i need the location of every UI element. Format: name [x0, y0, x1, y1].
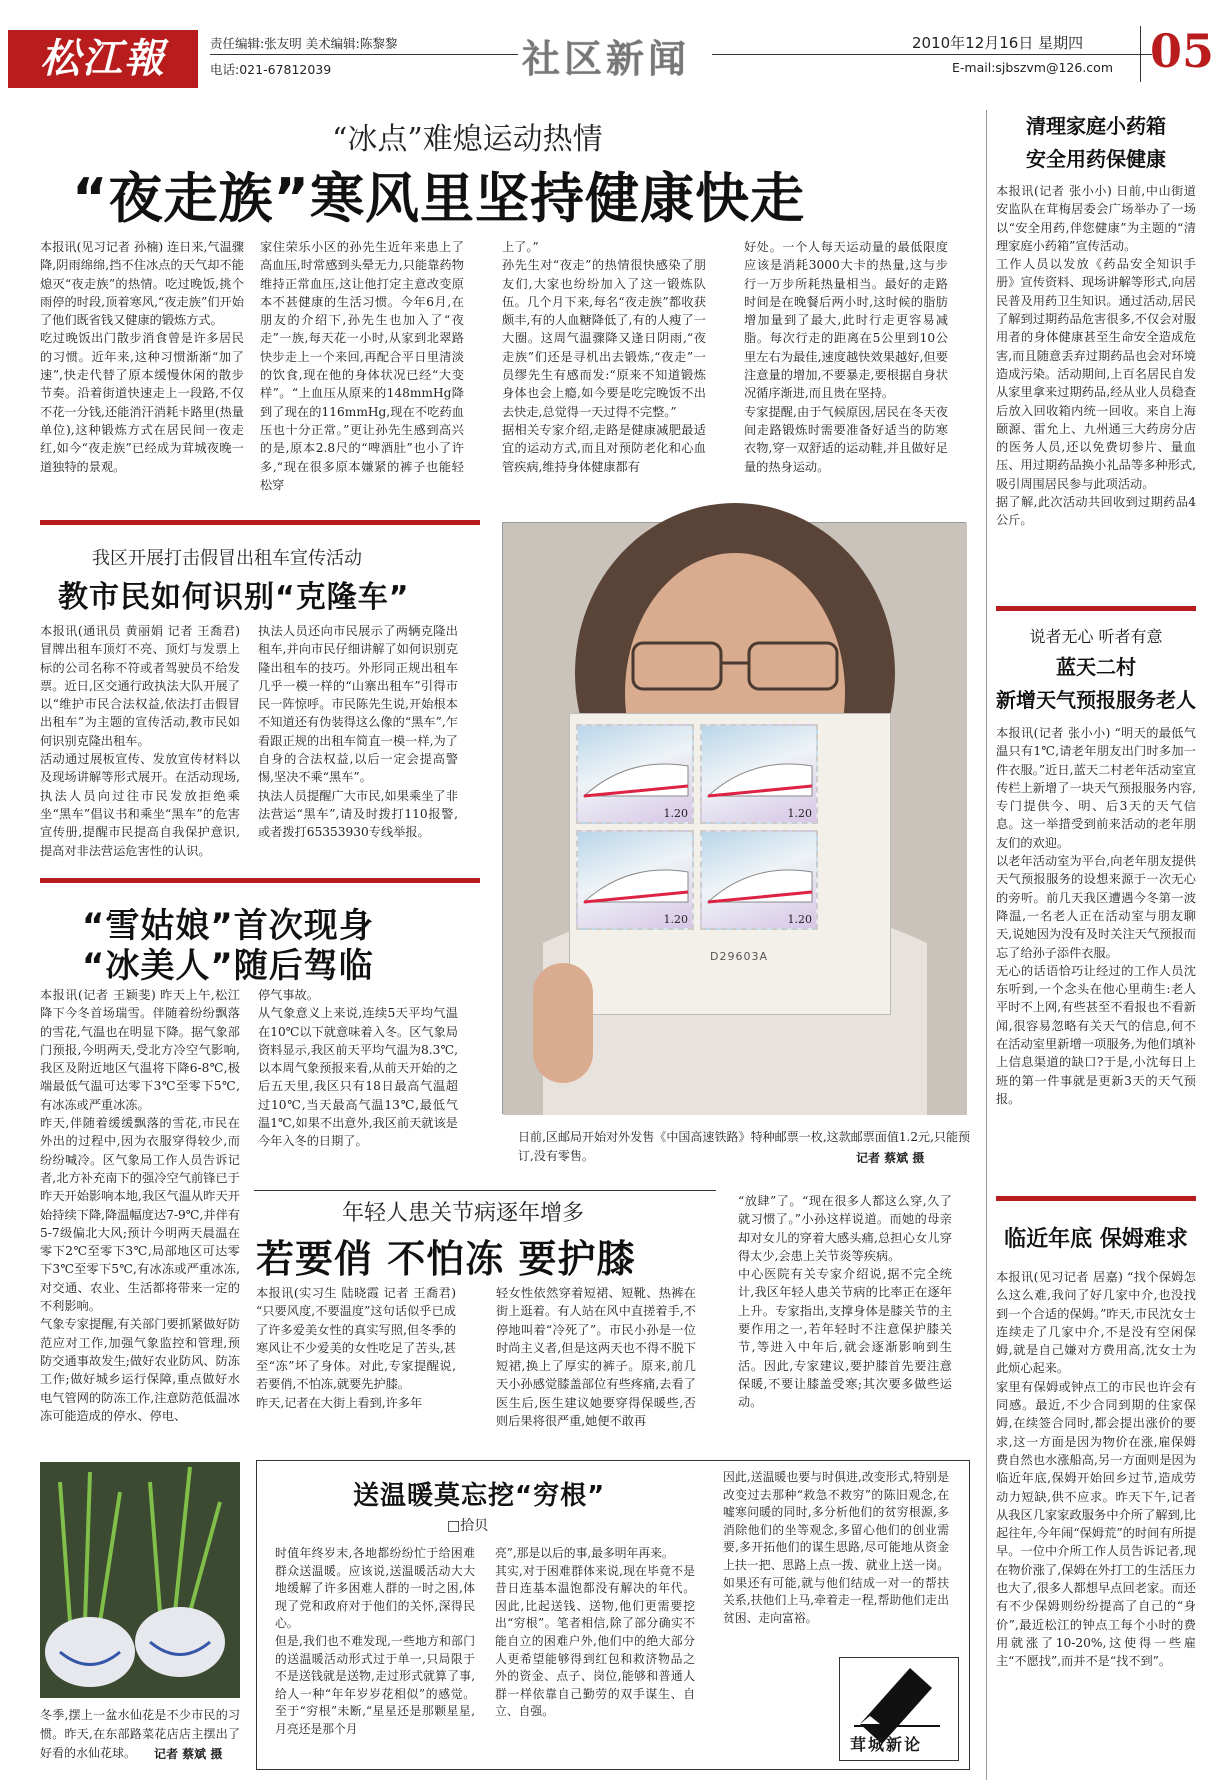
stamp-credit: 记者 蔡斌 摄: [850, 1149, 924, 1166]
stamp-value: 1.20: [663, 807, 688, 820]
editor-credits: 责任编辑:张友明 美术编辑:陈黎黎: [210, 36, 398, 51]
email-address: E-mail:sjbszvm@126.com: [952, 60, 1113, 75]
newspaper-logo: 松江報: [8, 30, 198, 88]
side3-headline: 临近年底 保姆难求: [1004, 1227, 1188, 1252]
knee-kicker: 年轻人患关节病逐年增多: [342, 1201, 585, 1226]
stamp-serial: D29603A: [710, 950, 768, 963]
column-logo-box: [839, 1657, 959, 1761]
column-name: 茸城新论: [850, 1735, 923, 1754]
issue-date: 2010年12月16日 星期四: [912, 34, 1084, 52]
stamp-value: 1.20: [663, 913, 688, 926]
warm-col-2: 亮”,那是以后的事,最多明年再来。 其实,对于困难群体来说,现在毕竟不是昔日连基本温饱都没有解决的年代。因此,比起送钱、送物,他们更需要挖出“穷根”。笔者相信,除了部分确实不能自立的困难户外,他们中的绝大部分人更希望能够得到红包和救济物品之外的资金、点子、岗位,能够和普通人群一样依靠自己勤劳的双手谋生、自立、自强。: [495, 1546, 695, 1719]
stamp: [700, 724, 818, 824]
stamp-value: 1.20: [787, 807, 812, 820]
lead-kicker: “冰点”难熄运动热情: [332, 122, 603, 157]
taxi-col-2: 执法人员还向市民展示了两辆克隆出租车,并向市民仔细讲解了如何识别克隆出租车的技巧。外形同正规出租车几乎一模一样的“山寨出租车”引得市民一阵惊呼。市民陈先生说,开始根本不知道还有伪装得这么像的“黑车”,乍看跟正规的出租车简直一模一样,为了自身的合法权益,以后一定会提高警惕,坚决不乘“黑车”。 执法人员提醒广大市民,如果乘坐了非法营运“黑车”,请及时拨打110报警,或者拨打65353930专线举报。: [258, 624, 458, 840]
side2-kicker: 说者无心 听者有意: [1029, 627, 1163, 646]
stamp-sheet: [569, 713, 891, 1015]
lead-headline: “夜走族”寒风里坚持健康快走: [72, 167, 805, 230]
lead-col-3: 上了。” 孙先生对“夜走”的热情很快感染了朋友们,大家也纷纷加入了这一锻炼队伍。几个月下来,每名“夜走族”都收获颇丰,有的人血糖降低了,有的人瘦了一大圈。这周气温骤降又逢日阴雨,“夜走族”们还是寻机出去锻炼,“夜走”一员缪先生有感而发:“原来不知道锻炼身体也会上瘾,如今要是吃完晚饭不出去快走,总觉得一天过得不完整。” 据相关专家介绍,走路是健康减肥最适宜的运动方式,而且对预防老化和心血管疾病,维持身体健康都有: [502, 240, 706, 474]
warm-author: □拾贝: [447, 1518, 489, 1534]
warm-article: [256, 1460, 970, 1770]
knee-headline: 若要俏 不怕冻 要护膝: [256, 1237, 636, 1281]
stamp: [576, 724, 694, 824]
warm-headline: 送温暖莫忘挖“穷根”: [353, 1481, 606, 1511]
narcissus-photo: [40, 1462, 240, 1698]
lead-col-1: 本报讯(见习记者 孙楠) 连日来,气温骤降,阴雨绵绵,挡不住冰点的天气却不能熄灭“夜走族”的热情。吃过晚饭,挑个雨停的时段,顶着寒风,“夜走族”们开始了他们既省钱又健康的锻炼方式。 吃过晚饭出门散步消食曾是许多居民的习惯。近年来,这种习惯渐渐“加了速”,快走代替了原本缓慢休闲的散步节奏。沿着街道快速走上一段路,不仅不花一分钱,还能消汗消耗卡路里(热量单位),这种锻炼方式在居民间一夜走红,如今“夜走族”已经成为茸城夜晚一道独特的景观。: [40, 240, 244, 474]
stamp: [700, 830, 818, 930]
taxi-kicker: 我区开展打击假冒出租车宣传活动: [92, 548, 362, 569]
stamp-photo: [502, 522, 966, 1114]
taxi-headline: 教市民如何识别“克隆车”: [58, 580, 410, 615]
side2-headline-2: 新增天气预报服务老人: [996, 688, 1196, 712]
stamp: [576, 830, 694, 930]
taxi-article: [40, 530, 480, 870]
sidebar-nanny: [996, 1206, 1196, 1780]
knee-article: [254, 1192, 970, 1462]
sidebar-weather: [996, 616, 1196, 1188]
thumb: [533, 963, 593, 1083]
side1-headline-1: 清理家庭小药箱: [1026, 114, 1166, 138]
lead-col-4: 好处。一个人每天运动量的最低限度应该是消耗3000大卡的热量,这与步行一万步所耗热量相当。最好的走路时间是在晚餐后两小时,这时候的脂肪增加量到了最大,此时行走更容易减脂。每次行走的距离在5公里到10公里左右为最佳,速度越快效果越好,但要注意量的增加,不要暴走,要根据自身状况循序渐进,而且贵在坚持。 专家提醒,由于气候原因,居民在冬天夜间走路锻炼时需要准备好适当的防寒衣物,穿一双舒适的运动鞋,并且做好足量的热身运动。: [744, 240, 948, 474]
section-title: 社区新闻: [522, 37, 691, 81]
narcissus-credit: 记者 蔡斌 摄: [150, 1745, 222, 1762]
knee-col-1: 本报讯(实习生 陆晓霞 记者 王喬君) “只要风度,不要温度”这句话似乎已成了许多爱美女性的真实写照,但冬季的寒风让不少爱美的女性吃足了苦头,甚至“冻”坏了身体。对此,专家提醒说,若要俏,不怕冻,就要先护膝。 昨天,记者在大街上看到,许多年: [256, 1286, 456, 1410]
taxi-col-1: 本报讯(通讯员 黄丽娟 记者 王喬君) 冒牌出租车顶灯不亮、顶灯与发票上标的公司名称不符或者驾驶员不给发票。近日,区交通行政执法大队开展了以“维护市民合法权益,依法打击假冒出租车”为主题的宣传活动,教市民如何识别克隆出租车。 活动通过展板宣传、发放宣传材料以及现场讲解等形式展开。在活动现场,执法人员向过往市民发放拒绝乘坐“黑车”倡议书和乘坐“黑车”的危害宣传册,提醒市民提高自我保护意识,提高对非法营运危害性的认识。: [40, 624, 240, 858]
narcissus-caption: 冬季,摆上一盆水仙花是不少市民的习惯。昨天,在东部路菜花店店主摆出了好看的水仙花球。: [40, 1708, 240, 1760]
side3-body: 本报讯(见习记者 居嘉) “找个保姆怎么这么难,我问了好几家中介,也没找到一个合适的保姆。”昨天,市民沈女士连续走了几家中介,不是没有空闲保姆,就是自己嫌对方费用高,沈女士为此烦心起来。 家里有保姆或钟点工的市民也许会有同感。最近,不少合同到期的住家保姆,在续签合同时,都会提出涨价的要求,这一方面是因为物价在涨,雇保姆费自然也水涨船高,另一方面则是因为临近年底,保姆开始回乡过节,造成劳动力短缺,供不应求。昨天下午,记者从我区几家家政服务中介所了解到,比起往年,今年闹“保姆荒”的时间有所提早。一位中介所工作人员告诉记者,现在物价涨了,保姆在外打工的生活压力也大了,很多人都想早点回老家。而还有不少保姆则纷纷提高了自己的“身价”,最近松江的钟点工每个小时的费用就涨了10-20%,这使得一些雇主“不愿找”,而并不是“找不到”。: [996, 1270, 1196, 1669]
lead-col-2: 家住荣乐小区的孙先生近年来患上了高血压,时常感到头晕无力,只能靠药物维持正常血压,这让他打定主意改变原本不甚健康的生活习惯。今年6月,在朋友的介绍下,孙先生也加入了“夜走”一族,每天花一小时,从家到北翠路快步走上一个来回,再配合平日里清淡的饮食,现在他的身体状况已经“大变样”。“上血压从原来的148mmHg降到了现在的116mmHg,现在不吃药血压也十分正常。”更让孙先生感到高兴的是,原本2.8尺的“啤酒肚”也小了许多,“现在很多原本嫌紧的裤子也能轻松穿: [260, 240, 464, 492]
stamp-caption: 日前,区邮局开始对外发售《中国高速铁路》特种邮票一枚,这款邮票面值1.2元,只能预订,没有零售。: [518, 1130, 970, 1163]
snow-col-2: 停气事故。 从气象意义上来说,连续5天平均气温在10℃以下就意味着入冬。区气象局资料显示,我区前天平均气温为8.3℃,以本周气象预报来看,从前天开始的之后五天里,我区只有18日最高气温超过10℃,当天最高气温13℃,最低气温1℃,如果不出意外,我区前天就该是今年入冬的日期了。: [258, 988, 458, 1149]
side1-headline-2: 安全用药保健康: [1026, 147, 1166, 171]
side1-body: 本报讯(记者 张小小) 日前,中山街道安监队在茸梅居委会广场举办了一场以“安全用药,伴您健康”为主题的“清理家庭小药箱”宣传活动。 工作人员以发放《药品安全知识手册》宣传资料、现场讲解等形式,向居民普及用药卫生知识。通过活动,居民了解到过期药品危害很多,不仅会对服用者的身体健康甚至生命安全造成危害,而且随意丢弃过期药品也会对环境造成污染。活动期间,上百名居民自发从家里拿来过期药品,经从业人员稳查后放入回收箱内统一回收。来自上海颐源、雷允上、九州通三大药房分店的医务人员,还以免费切参片、量血压、用过期药品换小礼品等多种形式,吸引周围居民参与此项活动。 据了解,此次活动共回收到过期药品4公斤。: [996, 184, 1196, 528]
sidebar-medicine: [996, 108, 1196, 598]
pen-icon: [840, 1658, 960, 1728]
lead-article: [32, 108, 972, 508]
side2-body: 本报讯(记者 张小小) “明天的最低气温只有1℃,请老年朋友出门时多加一件衣服。”近日,蓝天二村老年活动室宣传栏上新增了一块天气预报服务内容,专门提供今、明、后3天的天气信息。这一举措受到前来活动的老年朋友们的欢迎。 以老年活动室为平台,向老年朋友提供天气预报服务的设想来源于一次无心的旁听。前几天我区遭遇今冬第一波降温,一名老人正在活动室与朋友聊天,说她因为没有及时关注天气预报而忘了给孙子添件衣服。 无心的话语恰巧让经过的工作人员沈东听到,一个念头在他心里萌生:老人平时不上网,有些甚至不看报也不看新闻,很容易忽略有关天气的信息,何不在活动室里新增一项服务,为他们填补上信息渠道的缺口?于是,小沈每日上班的第一件事就是更新3天的天气预报。: [996, 726, 1196, 1106]
side2-headline-1: 蓝天二村: [1056, 655, 1136, 679]
narcissus-bowls: [40, 1462, 240, 1698]
stamp-value: 1.20: [787, 913, 812, 926]
snow-col-1: 本报讯(记者 王颖斐) 昨天上午,松江降下今冬首场瑞雪。伴随着纷纷飘落的雪花,气温也在明显下降。据气象部门预报,今明两天,受北方冷空气影响,我区及附近地区气温将下降6-8℃,极端最低气温可达零下3℃至零下5℃,有冰冻或严重冰冻。 昨天,伴随着缓缓飘落的雪花,市民在外出的过程中,因为衣服穿得较少,而纷纷喊冷。区气象局工作人员告诉记者,北方补充南下的强冷空气前锋已于昨天开始影响本地,我区气温从昨天开始持续下降,降温幅度达7-9℃,并伴有5-7级偏北大风;预计今明两天晨温在零下2℃至零下3℃,局部地区可达零下3℃至零下5℃,有冰冻或严重冰冻,对交通、农业、生活都将带来一定的不利影响。 气象专家提醒,有关部门要抓紧做好防范应对工作,加强气象监控和管理,预防交通事故发生;做好农业防风、防冻工作;做好城乡运行保障,重点做好水电气管网的防冻工作,注意防范低温冰冻可能造成的停水、停电、: [40, 988, 240, 1423]
warm-col-1: 时值年终岁末,各地都纷纷忙于给困难群众送温暖。应该说,送温暖活动大大地缓解了许多困难人群的一时之困,体现了党和政府对于他们的关怀,深得民心。 但是,我们也不难发现,一些地方和部门的送温暖活动形式过于单一,只局限于不是送钱就是送物,走过形式就算了事,给人一种“年年岁岁花相似”的感觉。至于“穷根”未断,“星星还是那颗星星,月亮还是那个月: [275, 1546, 475, 1736]
knee-col-2: 轻女性依然穿着短裙、短靴、热裤在街上逛着。有人站在风中直搓着手,不停地叫着“冷死了”。市民小孙是一位时尚主义者,但是这两天也不得不脱下短裙,换上了厚实的裤子。原来,前几天小孙感觉膝盖部位有些疼痛,去看了医生后,医生建议她要穿得保暖些,否则后果将很严重,她便不敢再: [496, 1286, 696, 1429]
page-number: 05: [1150, 24, 1215, 78]
phone-number: 电话:021-67812039: [210, 62, 332, 77]
warm-col-3: 因此,送温暖也要与时俱进,改变形式,特别是改变过去那种“救急不救穷”的陈旧观念,在嘘寒问暖的同时,多分析他们的贫穷根源,多消除他们的坐等观念,多留心他们的创业需要,多开拓他们的谋生思路,尽可能地从资金上扶一把、思路上点一拨、就业上送一岗。如果还有可能,就与他们结成一对一的帮扶关系,扶他们上马,牵着走一程,帮助他们走出贫困、走向富裕。: [723, 1470, 949, 1625]
snow-headline-1: “雪姑娘”首次现身: [82, 906, 374, 946]
snow-headline-2: “冰美人”随后驾临: [82, 946, 374, 986]
masthead: [0, 0, 1224, 100]
knee-col-3: “放肆”了。“现在很多人都这么穿,久了就习惯了。”小孙这样说道。而她的母亲却对女儿的穿着大感头痛,总担心女儿穿得太少,会患上关节炎等疾病。 中心医院有关专家介绍说,据不完全统计,我区年轻人患关节病的比率正在逐年上升。专家指出,支撑身体是膝关节的主要作用之一,若年轻时不注意保护膝关节,等进入中年后,就会逐渐影响到生活。因此,专家建议,要护膝首先要注意保暖,不要让膝盖受寒;其次要多做些运动。: [738, 1194, 952, 1410]
